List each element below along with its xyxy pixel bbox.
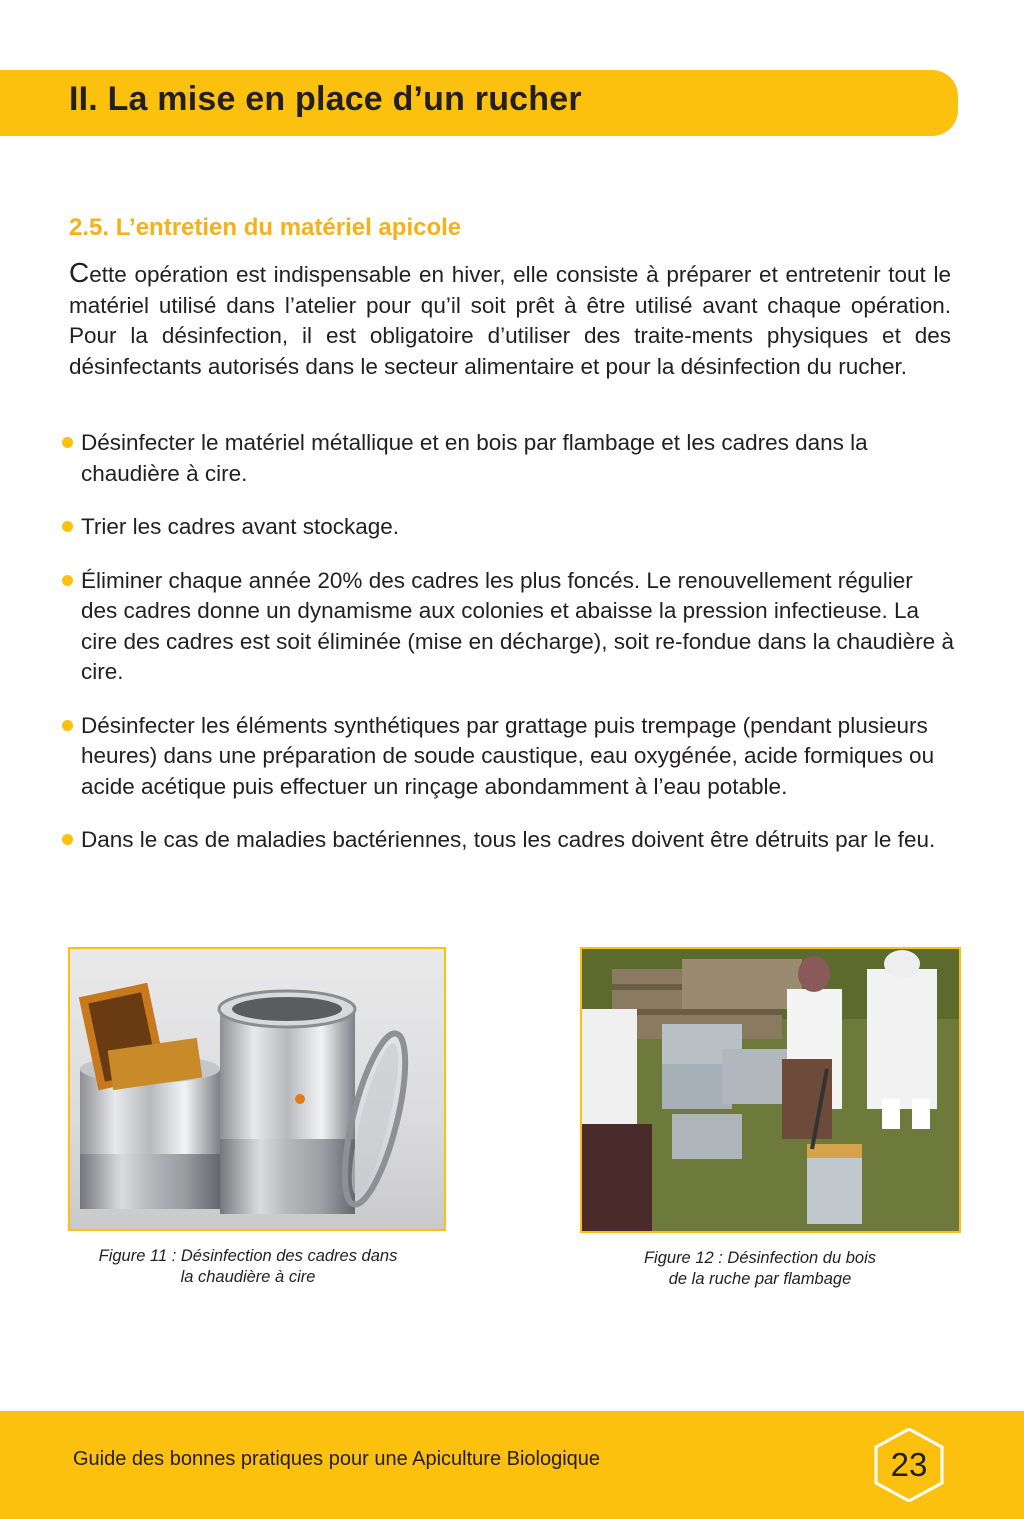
list-item: Désinfecter le matériel métallique et en bois par flambage et les cadres dans la chaudière à cire. <box>62 428 954 489</box>
list-item: Désinfecter les éléments synthétiques par grattage puis trempage (pendant plusieurs heures) dans une préparation de soude caustique, eau oxygénée, acide formiques ou acide acétique puis effectuer un rinçage abondamment à l’eau potable. <box>62 711 954 803</box>
bullet-dot-icon <box>62 834 73 845</box>
list-item: Dans le cas de maladies bactériennes, tous les cadres doivent être détruits par le feu. <box>62 825 954 856</box>
figure-11-caption: Figure 11 : Désinfection des cadres dans la chaudière à cire <box>98 1247 398 1286</box>
list-item: Trier les cadres avant stockage. <box>62 512 954 543</box>
bullet-dot-icon <box>62 575 73 586</box>
intro-text: ette opération est indispensable en hiver, elle consiste à préparer et entretenir tout le matériel utilisé dans l’atelier pour qu’il soit prêt à être utilisé avant chaque opération. Pour la désinfection, il est obligatoire d’utiliser des traite-ments physiques et des désinfectants autorisés dans le secteur alimentaire et pour la désinfection du rucher. <box>69 262 951 379</box>
bullet-dot-icon <box>62 521 73 532</box>
wax-melter-illustration <box>70 949 444 1229</box>
list-item: Éliminer chaque année 20% des cadres les plus foncés. Le renouvellement régulier des cadres donne un dynamisme aux colonies et abaisse la pression infectieuse. La cire des cadres est soit éliminée (mise en décharge), soit re-fondue dans la chaudière à cire. <box>62 566 954 688</box>
intro-first-letter: C <box>69 257 90 288</box>
chapter-title: II. La mise en place d’un rucher <box>69 80 582 118</box>
figure-12-caption: Figure 12 : Désinfection du bois de la ruche par flambage <box>643 1249 877 1288</box>
bullet-dot-icon <box>62 437 73 448</box>
intro-paragraph <box>69 258 951 382</box>
section-title: 2.5. L’entretien du matériel apicole <box>69 214 462 241</box>
bullet-dot-icon <box>62 720 73 731</box>
figure-wax-melter-photo <box>68 947 446 1231</box>
bullet-list <box>62 428 954 879</box>
footer-guide-title: Guide des bonnes pratiques pour une Apiculture Biologique <box>73 1448 601 1470</box>
figure-flame-disinfection-photo <box>580 947 961 1233</box>
page-number-badge <box>874 1428 944 1502</box>
flame-disinfection-illustration <box>582 949 959 1231</box>
page-number: 23 <box>890 1446 928 1483</box>
